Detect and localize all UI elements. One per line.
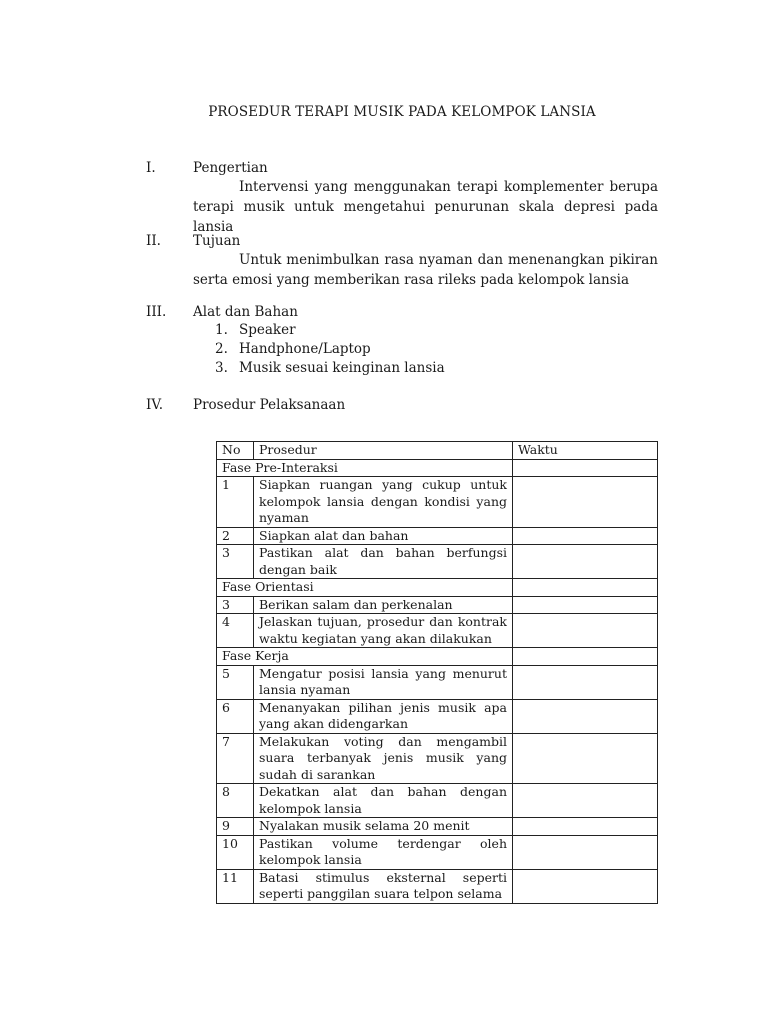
table-row bbox=[217, 477, 658, 528]
waktu-cell bbox=[513, 733, 658, 784]
section-1-number: I. bbox=[146, 160, 156, 176]
section-2-heading: Tujuan bbox=[193, 233, 241, 249]
list-item-text: Handphone/Laptop bbox=[239, 341, 371, 357]
waktu-cell bbox=[513, 614, 658, 648]
row-no: 10 bbox=[217, 835, 254, 869]
phase-row bbox=[217, 579, 658, 597]
section-4-heading: Prosedur Pelaksanaan bbox=[193, 397, 346, 413]
table-row bbox=[217, 596, 658, 614]
row-prosedur: Jelaskan tujuan, prosedur dan kontrak waktu kegiatan yang akan dilakukan bbox=[254, 614, 513, 648]
header-waktu: Waktu bbox=[513, 442, 658, 460]
header-prosedur: Prosedur bbox=[254, 442, 513, 460]
row-no: 3 bbox=[217, 545, 254, 579]
row-no: 1 bbox=[217, 477, 254, 528]
row-prosedur: Menanyakan pilihan jenis musik apa yang akan didengarkan bbox=[254, 699, 513, 733]
table-row bbox=[217, 699, 658, 733]
waktu-cell bbox=[513, 596, 658, 614]
section-2-text: Untuk menimbulkan rasa nyaman dan menenangkan pikiran serta emosi yang memberikan rasa rileks pada kelompok lansia bbox=[193, 252, 658, 288]
row-no: 11 bbox=[217, 869, 254, 903]
row-prosedur: Mengatur posisi lansia yang menurut lansia nyaman bbox=[254, 665, 513, 699]
waktu-cell bbox=[513, 527, 658, 545]
row-no: 8 bbox=[217, 784, 254, 818]
section-3-number: III. bbox=[146, 304, 167, 320]
waktu-cell bbox=[513, 665, 658, 699]
table-header-row bbox=[217, 442, 658, 460]
table-row bbox=[217, 733, 658, 784]
row-no: 9 bbox=[217, 818, 254, 836]
section-1-text: Intervensi yang menggunakan terapi komplementer berupa terapi musik untuk mengetahui penurunan skala depresi pada lansia bbox=[193, 179, 658, 235]
waktu-cell bbox=[513, 835, 658, 869]
list-item-text: Speaker bbox=[239, 322, 296, 338]
section-2-number: II. bbox=[146, 233, 161, 249]
row-prosedur: Nyalakan musik selama 20 menit bbox=[254, 818, 513, 836]
list-item-number: 2. bbox=[215, 341, 228, 357]
waktu-cell bbox=[513, 545, 658, 579]
table-row bbox=[217, 818, 658, 836]
row-no: 4 bbox=[217, 614, 254, 648]
row-prosedur: Dekatkan alat dan bahan dengan kelompok lansia bbox=[254, 784, 513, 818]
phase-orientasi: Fase Orientasi bbox=[217, 579, 513, 597]
list-item-number: 1. bbox=[215, 322, 228, 338]
waktu-cell bbox=[513, 648, 658, 666]
waktu-cell bbox=[513, 699, 658, 733]
list-item bbox=[215, 360, 445, 376]
table-row bbox=[217, 545, 658, 579]
waktu-cell bbox=[513, 818, 658, 836]
row-prosedur: Siapkan alat dan bahan bbox=[254, 527, 513, 545]
phase-pre-interaksi: Fase Pre-Interaksi bbox=[217, 459, 513, 477]
list-item-number: 3. bbox=[215, 360, 228, 376]
waktu-cell bbox=[513, 477, 658, 528]
section-4-number: IV. bbox=[146, 397, 164, 413]
row-no: 2 bbox=[217, 527, 254, 545]
waktu-cell bbox=[513, 784, 658, 818]
table-row bbox=[217, 869, 658, 903]
row-prosedur: Melakukan voting dan mengambil suara terbanyak jenis musik yang sudah di sarankan bbox=[254, 733, 513, 784]
list-item bbox=[215, 341, 371, 357]
procedure-table bbox=[216, 441, 658, 904]
phase-row bbox=[217, 648, 658, 666]
phase-kerja: Fase Kerja bbox=[217, 648, 513, 666]
table-row bbox=[217, 784, 658, 818]
row-no: 5 bbox=[217, 665, 254, 699]
row-prosedur: Berikan salam dan perkenalan bbox=[254, 596, 513, 614]
table-row bbox=[217, 665, 658, 699]
waktu-cell bbox=[513, 869, 658, 903]
waktu-cell bbox=[513, 579, 658, 597]
list-item bbox=[215, 322, 296, 338]
list-item-text: Musik sesuai keinginan lansia bbox=[239, 360, 445, 376]
row-prosedur: Pastikan alat dan bahan berfungsi dengan baik bbox=[254, 545, 513, 579]
row-prosedur-text: Batasi stimulus eksternal seperti seperti panggilan suara telpon selama bbox=[259, 869, 507, 901]
row-prosedur: Pastikan volume terdengar oleh kelompok lansia bbox=[254, 835, 513, 869]
phase-row bbox=[217, 459, 658, 477]
row-no: 6 bbox=[217, 699, 254, 733]
table-row bbox=[217, 835, 658, 869]
row-prosedur: Siapkan ruangan yang cukup untuk kelompok lansia dengan kondisi yang nyaman bbox=[254, 477, 513, 528]
table-row bbox=[217, 614, 658, 648]
document-title: PROSEDUR TERAPI MUSIK PADA KELOMPOK LANSIA bbox=[208, 104, 596, 120]
row-no: 3 bbox=[217, 596, 254, 614]
row-no: 7 bbox=[217, 733, 254, 784]
section-1-heading: Pengertian bbox=[193, 160, 268, 176]
table-row bbox=[217, 527, 658, 545]
waktu-cell bbox=[513, 459, 658, 477]
header-no: No bbox=[217, 442, 254, 460]
section-3-heading: Alat dan Bahan bbox=[193, 304, 298, 320]
row-prosedur bbox=[254, 869, 513, 903]
